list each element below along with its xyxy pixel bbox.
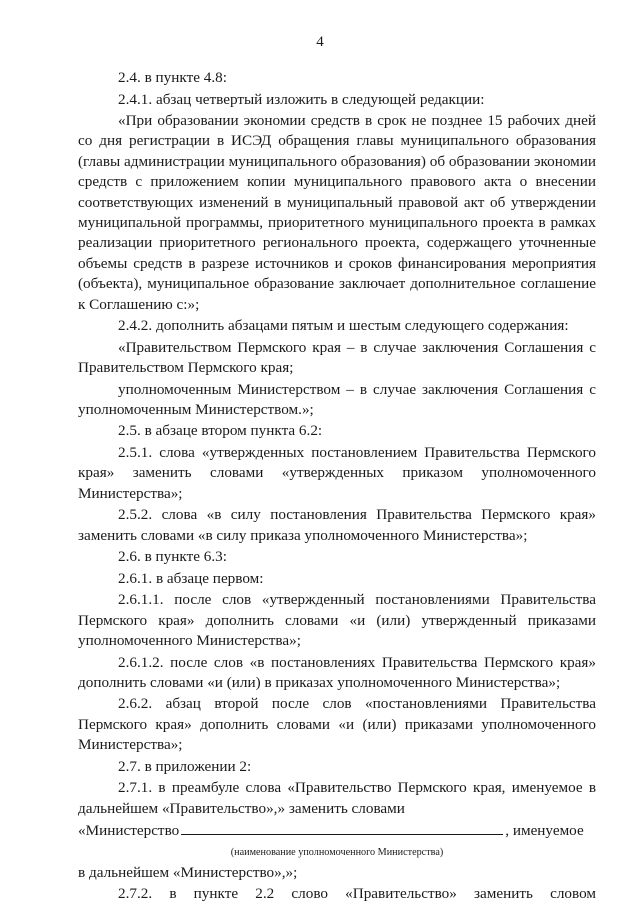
page-number: 4 (316, 34, 324, 50)
paragraph: уполномоченным Министерством – в случае заключения Соглашения с уполномоченным Министерством.»; (78, 380, 596, 418)
paragraph: 2.5.2. слова «в силу постановления Правительства Пермского края» заменить словами «в силу приказа уполномоченного Министерства»; (78, 506, 596, 544)
paragraph: в дальнейшем «Министерство»,»; (78, 863, 298, 881)
paragraph: 2.5.1. слова «утвержденных постановлением Правительства Пермского края» заменить словами «утвержденных приказом уполномоченного Министерства»; (78, 443, 596, 502)
paragraph: 2.6.1.1. после слов «утвержденный постановлениями Правительства Пермского края» дополнить словами «и (или) утвержденный приказами уполномоченного Министерства»; (78, 591, 596, 649)
paragraph: 2.4. в пункте 4.8: (118, 69, 227, 86)
paragraph: 2.6.1.2. после слов «в постановлениях Правительства Пермского края» дополнить словами «и (или) в приказах уполномоченного Министерства»; (78, 653, 596, 691)
paragraph: 2.6.1. в абзаце первом: (118, 569, 264, 587)
paragraph: 2.4.2. дополнить абзацами пятым и шестым следующего содержания: (118, 317, 569, 335)
fill-line-caption: (наименование уполномоченного Министерства) (230, 846, 444, 858)
ministry-fill-row (78, 820, 596, 841)
document-body (78, 68, 596, 906)
paragraph: 2.5. в абзаце втором пункта 6.2: (118, 422, 323, 440)
paragraph: 2.6.2. абзац второй после слов «постановлениями Правительства Пермского края» дополнить словами «и (или) приказами уполномоченного Министерства»; (78, 695, 596, 754)
paragraph: «Правительством Пермского края – в случае заключения Соглашения с Правительством Пермского края; (78, 338, 596, 377)
paragraph: 2.6. в пункте 6.3: (118, 548, 227, 566)
paragraph: 2.7.1. в преамбуле слова «Правительство Пермского края, именуемое в дальнейшем «Правительство»,» заменить словами (78, 779, 596, 817)
paragraph: 2.7.2. в пункте 2.2 слово «Правительство» заменить словом (118, 885, 596, 903)
paragraph: 2.4.1. абзац четвертый изложить в следующей редакции: (118, 90, 485, 108)
fill-row-after: , именуемое (505, 822, 584, 840)
fill-row-before: «Министерство (78, 822, 180, 840)
paragraph: 2.7. в приложении 2: (118, 757, 252, 775)
paragraph: «При образовании экономии средств в срок не позднее 15 рабочих дней со дня регистрации в ИСЭД обращения главы муниципального образования (главы администрации муниципального образования) об образовании экономии средств с приложением копии муниципального правового акта о внесении соответствующих изменений в муниципальный правовой акт об утверждении муниципальной программы, приоритетного муниципального проекта в рамках реализации приоритетного регионального проекта, содержащего уточненные объемы средств в разрезе источников и сроков финансирования мероприятия (объекта), муниципальное образование заключает дополнительное соглашение к Соглашению с:»; (78, 112, 596, 313)
blank-fill-line (181, 820, 503, 835)
